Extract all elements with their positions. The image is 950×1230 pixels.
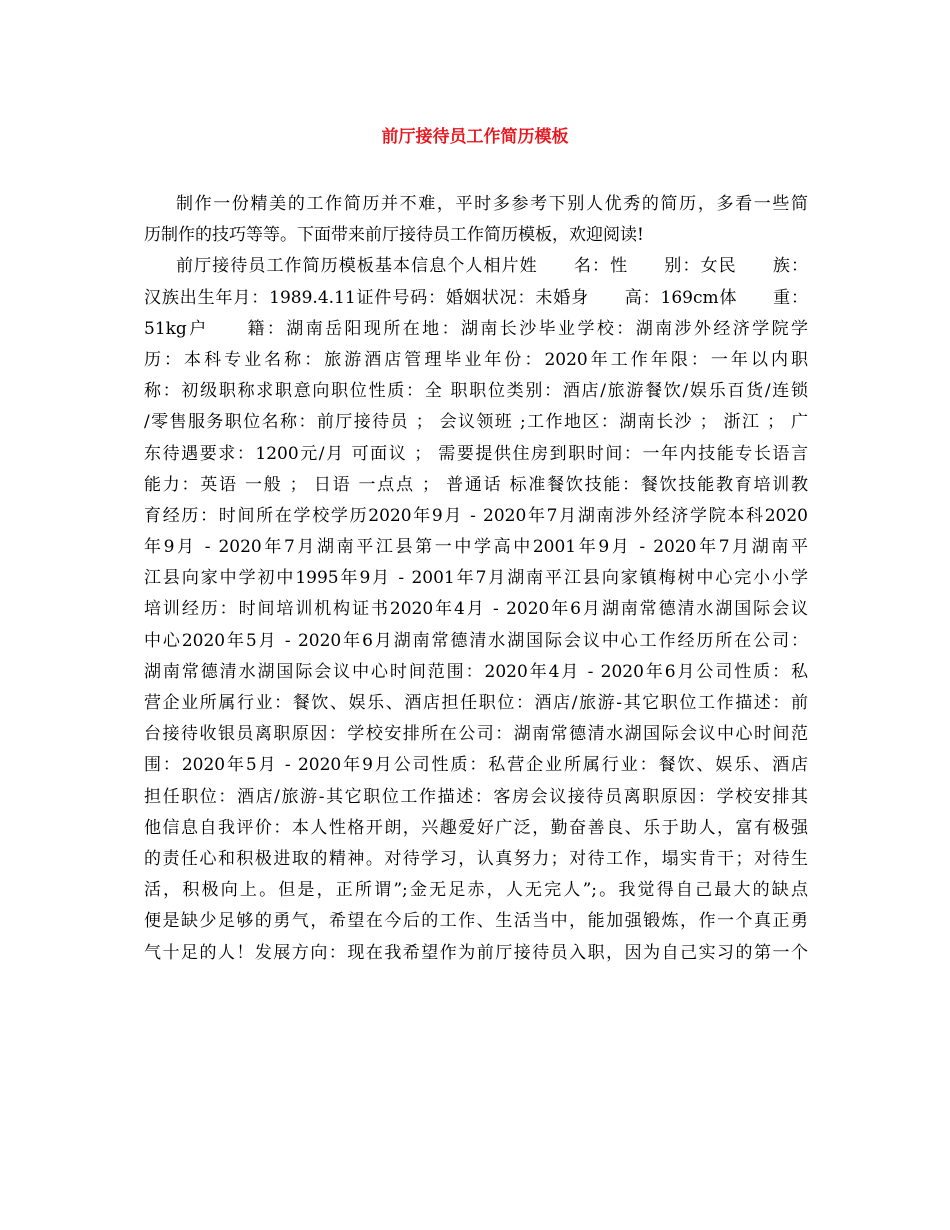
body-line: 湖南常德清水湖国际会议中心时间范围：2020年4月 - 2020年6月公司性质：私	[144, 661, 808, 682]
body-line: 51kg户 籍：湖南岳阳现所在地：湖南长沙毕业学校：湖南涉外经济学院学	[144, 318, 808, 339]
body-line: 气十足的人！发展方向：现在我希望作为前厅接待员入职，因为自己实习的第一个	[144, 942, 808, 963]
body-line: 历：本科专业名称：旅游酒店管理毕业年份：2020年工作年限：一年以内职	[144, 349, 808, 370]
body-line: 称：初级职称求职意向职位性质：全 职职位类别：酒店/旅游餐饮/娱乐百货/连锁	[144, 381, 808, 402]
body-line: 育经历：时间所在学校学历2020年9月 - 2020年7月湖南涉外经济学院本科2020	[144, 505, 808, 526]
body-line: 他信息自我评价：本人性格开朗，兴趣爱好广泛，勤奋善良、乐于助人，富有极强	[144, 817, 808, 838]
body-line: 担任职位：酒店/旅游-其它职位工作描述：客房会议接待员离职原因：学校安排其	[144, 786, 808, 807]
body-line: 汉族出生年月：1989.4.11证件号码：婚姻状况：未婚身 高：169cm体 重：	[144, 287, 808, 308]
body-line: 历制作的技巧等等。下面带来前厅接待员工作简历模板，欢迎阅读!	[144, 225, 644, 246]
document-body	[144, 189, 808, 969]
body-line: 活，积极向上。但是，正所谓”;金无足赤，人无完人”;。我觉得自己最大的缺点	[144, 880, 808, 901]
body-line: 中心2020年5月 - 2020年6月湖南常德清水湖国际会议中心工作经历所在公司：	[144, 630, 808, 651]
body-line: 制作一份精美的工作简历并不难，平时多参考下别人优秀的简历，多看一些简	[176, 194, 808, 214]
body-line: 培训经历：时间培训机构证书2020年4月 - 2020年6月湖南常德清水湖国际会议	[144, 599, 808, 620]
body-line: 营企业所属行业：餐饮、娱乐、酒店担任职位：酒店/旅游-其它职位工作描述：前	[144, 693, 808, 713]
body-line: 东待遇要求：1200元/月 可面议 ； 需要提供住房到职时间：一年内技能专长语言	[144, 443, 808, 464]
body-line: 年9月 - 2020年7月湖南平江县第一中学高中2001年9月 - 2020年7月湖南平	[144, 537, 808, 558]
body-line: 台接待收银员离职原因：学校安排所在公司：湖南常德清水湖国际会议中心时间范	[144, 724, 808, 745]
body-line: 围：2020年5月 - 2020年9月公司性质：私营企业所属行业：餐饮、娱乐、酒店	[144, 755, 808, 776]
body-line: /零售服务职位名称：前厅接待员 ； 会议领班 ;工作地区：湖南长沙 ； 浙江 ； 广	[144, 412, 808, 433]
body-line: 前厅接待员工作简历模板基本信息个人相片姓 名：性 别：女民 族：	[176, 256, 808, 277]
body-line: 的责任心和积极进取的精神。对待学习，认真努力；对待工作，塌实肯干；对待生	[144, 848, 808, 869]
body-line: 便是缺少足够的勇气，希望在今后的工作、生活当中，能加强锻炼，作一个真正勇	[144, 911, 808, 932]
body-line: 能力：英语 一般 ； 日语 一点点 ； 普通话 标准餐饮技能：餐饮技能教育培训教	[144, 474, 808, 495]
body-line: 江县向家中学初中1995年9月 - 2001年7月湖南平江县向家镇梅树中心完小小学	[144, 568, 808, 589]
document-title: 前厅接待员工作简历模板	[381, 127, 569, 147]
